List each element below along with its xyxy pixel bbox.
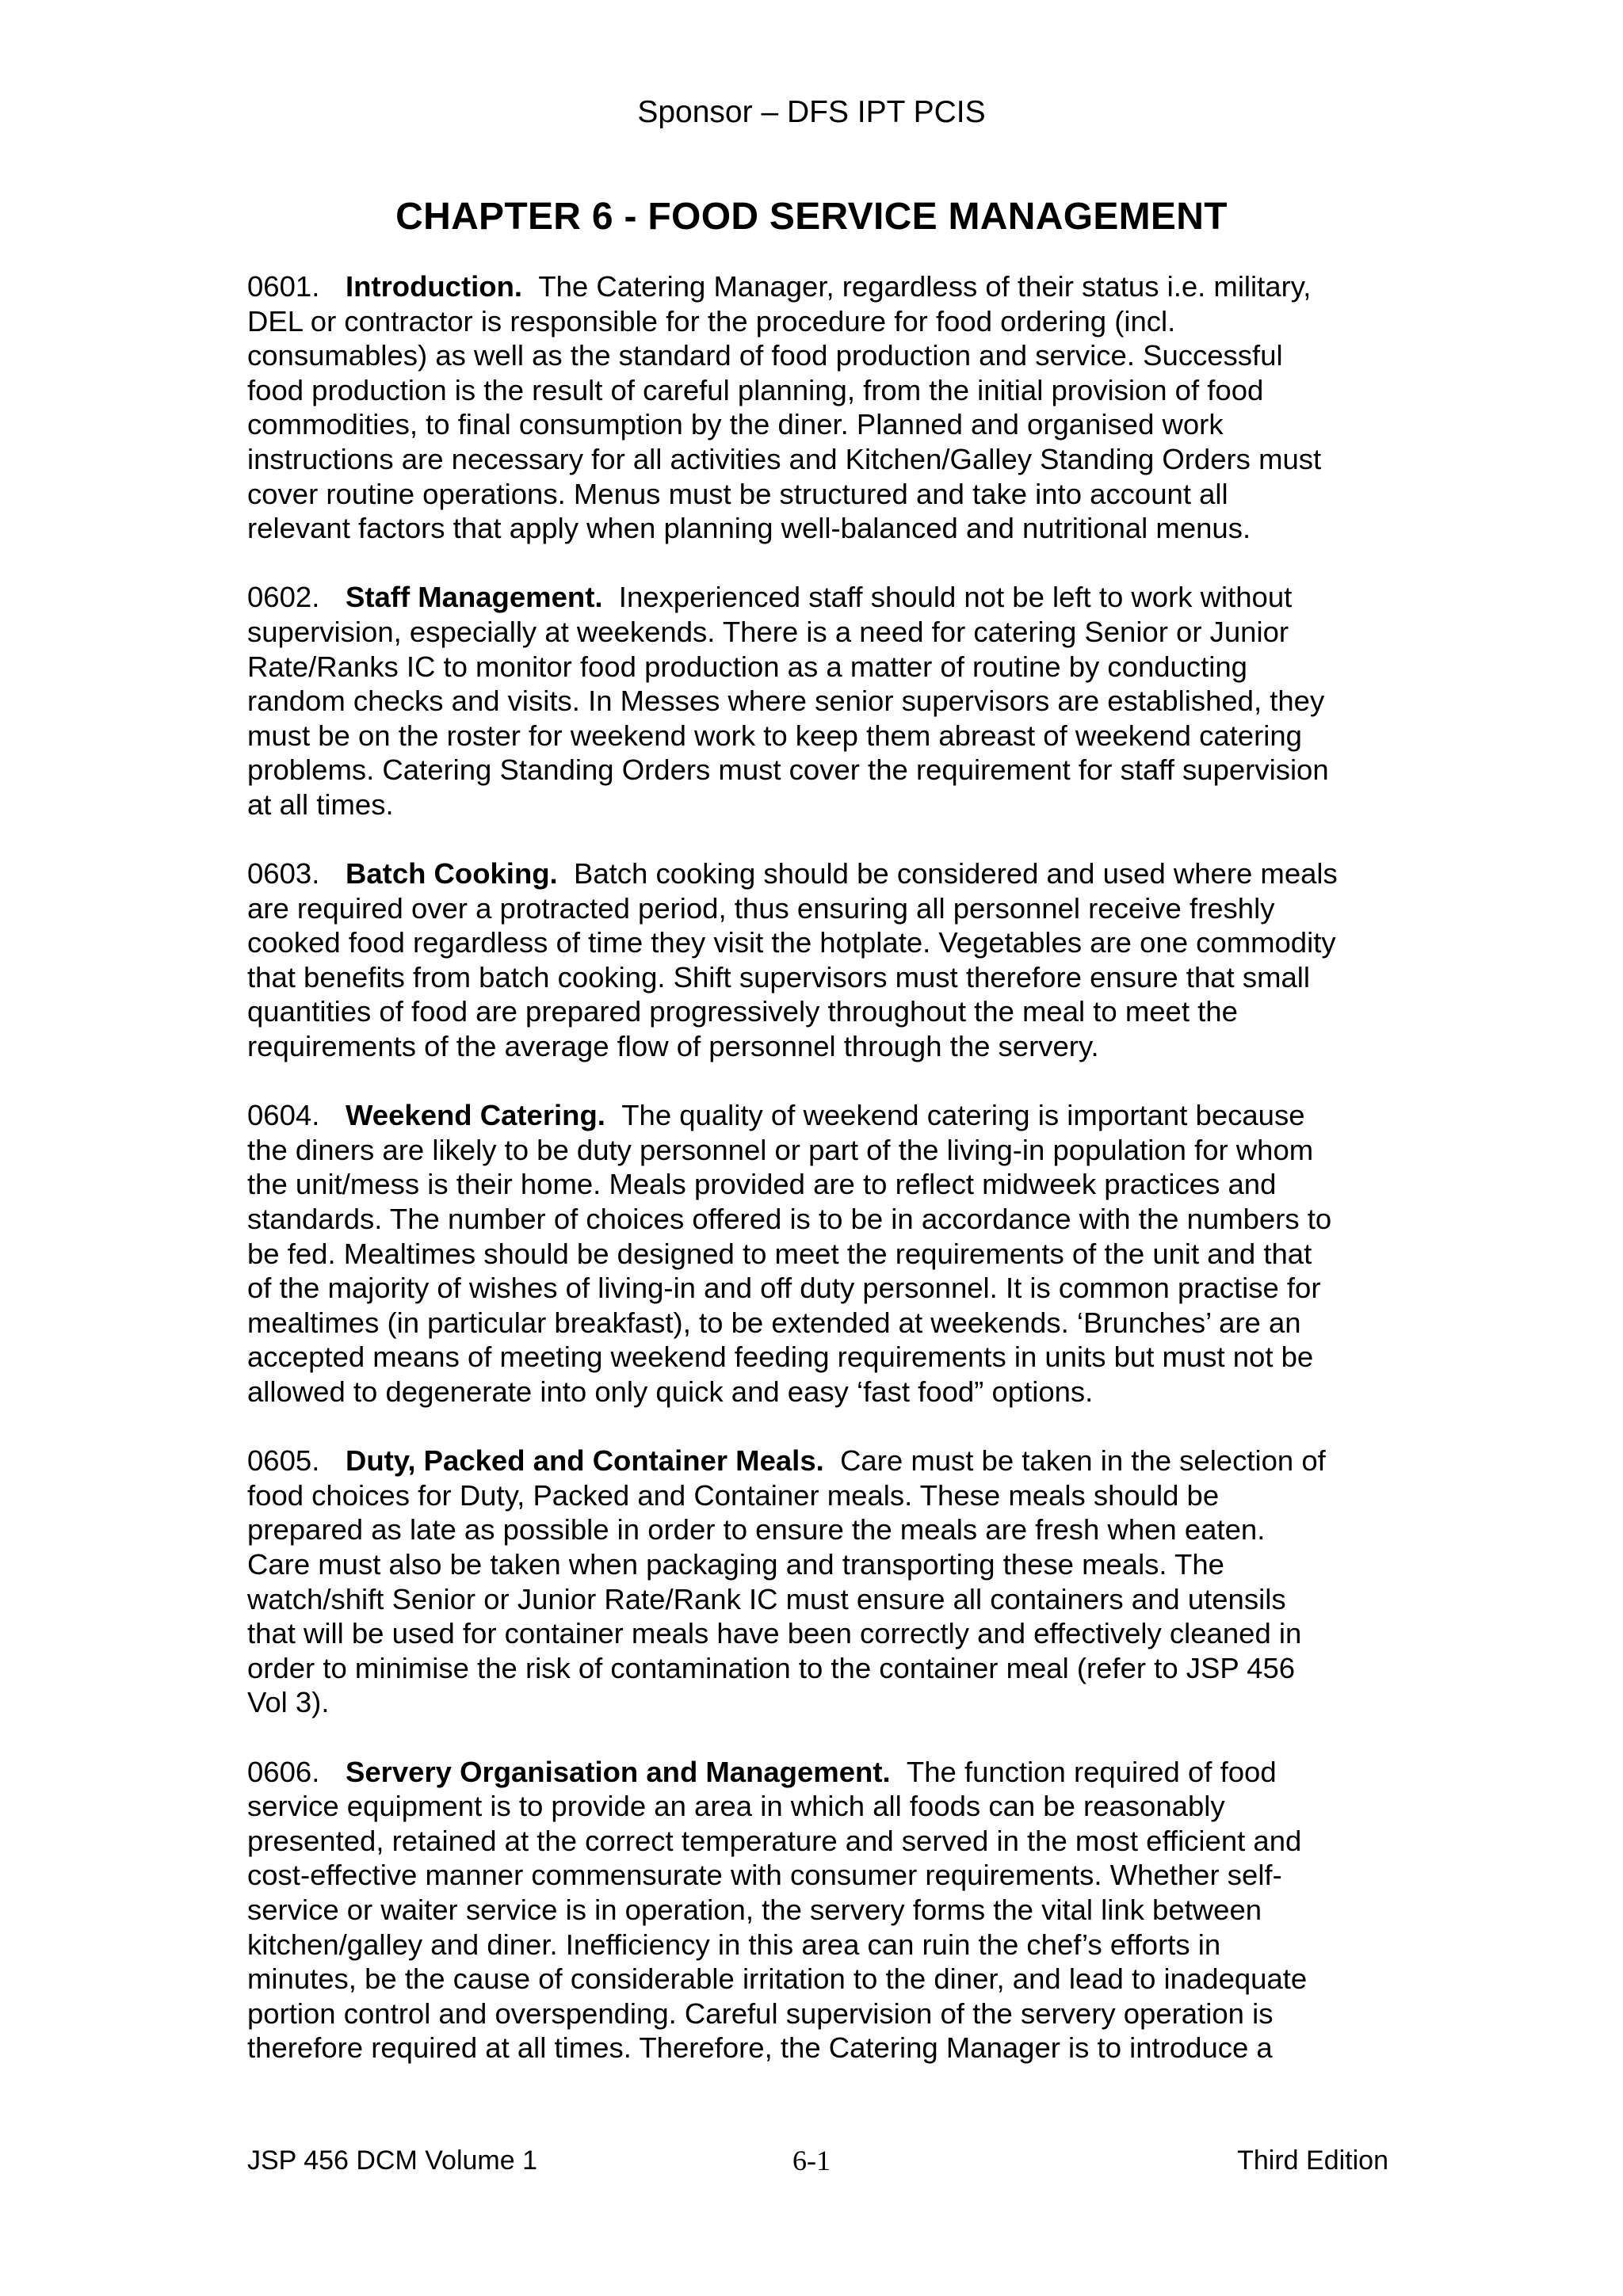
- paragraph-0601: [247, 269, 1388, 546]
- paragraph-text: The quality of weekend catering is important because: [621, 1099, 1305, 1132]
- paragraph-text: requirements of the average flow of personnel through the servery.: [247, 1030, 1099, 1063]
- paragraph-line: [247, 960, 1388, 995]
- paragraph-text: order to minimise the risk of contamination to the container meal (refer to JSP 456: [247, 1651, 1296, 1684]
- paragraph-heading: Weekend Catering.: [346, 1099, 605, 1132]
- paragraph-text: that will be used for container meals have been correctly and effectively cleaned in: [247, 1617, 1302, 1650]
- paragraph-0603: [247, 856, 1388, 1064]
- paragraph-line: [247, 269, 1388, 304]
- paragraph-text: accepted means of meeting weekend feeding requirements in units but must not be: [247, 1341, 1314, 1374]
- sponsor-header: Sponsor – DFS IPT PCIS: [637, 95, 986, 129]
- paragraph-line: [247, 477, 1388, 512]
- paragraph-number: 0606.: [247, 1755, 320, 1788]
- paragraph-text: at all times.: [247, 788, 394, 821]
- paragraph-line: [247, 580, 1388, 615]
- paragraph-text: relevant factors that apply when planning well-balanced and nutritional menus.: [247, 512, 1251, 545]
- paragraph-line: [247, 1755, 1388, 1790]
- chapter-title: CHAPTER 6 - FOOD SERVICE MANAGEMENT: [395, 196, 1228, 238]
- paragraph-heading: Duty, Packed and Container Meals.: [346, 1444, 824, 1478]
- paragraph-text: Care must be taken in the selection of: [840, 1444, 1326, 1478]
- paragraph-line: [247, 753, 1388, 788]
- paragraph-heading: Introduction.: [346, 270, 523, 303]
- paragraph-line: [247, 1997, 1388, 2031]
- paragraph-line: [247, 1029, 1388, 1064]
- paragraph-line: [247, 719, 1388, 753]
- paragraph-text: consumables) as well as the standard of food production and service. Successful: [247, 339, 1283, 372]
- paragraph-line: [247, 1962, 1388, 1997]
- paragraph-line: [247, 650, 1388, 685]
- paragraph-text: kitchen/galley and diner. Inefficiency in this area can ruin the chef’s efforts in: [247, 1928, 1221, 1961]
- paragraph-line: [247, 1167, 1388, 1202]
- paragraph-line: [247, 1582, 1388, 1617]
- paragraph-text: prepared as late as possible in order to ensure the meals are fresh when eaten.: [247, 1513, 1266, 1547]
- paragraph-line: [247, 1651, 1388, 1686]
- document-body: [247, 269, 1388, 2100]
- paragraph-text: The function required of food: [906, 1755, 1277, 1788]
- paragraph-text: The Catering Manager, regardless of their status i.e. military,: [538, 270, 1312, 303]
- paragraph-line: [247, 1824, 1388, 1859]
- paragraph-line: [247, 891, 1388, 926]
- paragraph-text: must be on the roster for weekend work to keep them abreast of weekend catering: [247, 719, 1302, 752]
- paragraph-text: Rate/Ranks IC to monitor food production as a matter of routine by conducting: [247, 650, 1247, 683]
- paragraph-number: 0605.: [247, 1444, 320, 1478]
- paragraph-line: [247, 2031, 1388, 2065]
- paragraph-line: [247, 615, 1388, 650]
- paragraph-number: 0603.: [247, 857, 320, 891]
- paragraph-line: [247, 1547, 1388, 1582]
- paragraph-text: portion control and overspending. Careful supervision of the servery operation is: [247, 1997, 1274, 2030]
- paragraph-text: random checks and visits. In Messes where senior supervisors are established, they: [247, 685, 1325, 718]
- paragraph-text: mealtimes (in particular breakfast), to be extended at weekends. ‘Brunches’ are an: [247, 1306, 1301, 1339]
- paragraph-line: [247, 1444, 1388, 1478]
- paragraph-text: Batch cooking should be considered and used where meals: [573, 857, 1338, 891]
- paragraph-line: [247, 1098, 1388, 1133]
- paragraph-number: 0601.: [247, 270, 320, 303]
- paragraph-line: [247, 407, 1388, 442]
- paragraph-line: [247, 788, 1388, 822]
- paragraph-line: [247, 1375, 1388, 1409]
- paragraph-line: [247, 856, 1388, 891]
- paragraph-line: [247, 1133, 1388, 1168]
- paragraph-text: watch/shift Senior or Junior Rate/Rank IC must ensure all containers and utensils: [247, 1582, 1286, 1615]
- paragraph-text: quantities of food are prepared progressively throughout the meal to meet the: [247, 995, 1238, 1028]
- paragraph-number: 0602.: [247, 581, 320, 614]
- paragraph-text: instructions are necessary for all activities and Kitchen/Galley Standing Orders must: [247, 442, 1322, 475]
- paragraph-line: [247, 684, 1388, 719]
- paragraph-0602: [247, 580, 1388, 822]
- paragraph-line: [247, 1306, 1388, 1341]
- paragraph-line: [247, 1202, 1388, 1237]
- paragraph-line: [247, 373, 1388, 408]
- paragraph-line: [247, 1237, 1388, 1272]
- paragraph-heading: Servery Organisation and Management.: [346, 1755, 891, 1788]
- paragraph-line: [247, 511, 1388, 546]
- paragraph-line: [247, 1340, 1388, 1375]
- paragraph-text: the unit/mess is their home. Meals provided are to reflect midweek practices and: [247, 1168, 1277, 1201]
- paragraph-text: commodities, to final consumption by the diner. Planned and organised work: [247, 408, 1224, 441]
- paragraph-line: [247, 1893, 1388, 1928]
- paragraph-text: cost-effective manner commensurate with consumer requirements. Whether self-: [247, 1859, 1282, 1892]
- paragraph-text: supervision, especially at weekends. There is a need for catering Senior or Junior: [247, 615, 1289, 648]
- paragraph-text: be fed. Mealtimes should be designed to meet the requirements of the unit and that: [247, 1237, 1312, 1270]
- paragraph-text: therefore required at all times. Therefore, the Catering Manager is to introduce a: [247, 2031, 1273, 2065]
- paragraph-number: 0604.: [247, 1099, 320, 1132]
- paragraph-text: food choices for Duty, Packed and Container meals. These meals should be: [247, 1478, 1220, 1512]
- paragraph-heading: Staff Management.: [346, 581, 603, 614]
- paragraph-line: [247, 1616, 1388, 1651]
- paragraph-line: [247, 925, 1388, 960]
- paragraph-text: standards. The number of choices offered is to be in accordance with the numbers to: [247, 1203, 1332, 1236]
- paragraph-text: that benefits from batch cooking. Shift supervisors must therefore ensure that small: [247, 960, 1311, 994]
- paragraph-line: [247, 338, 1388, 373]
- paragraph-0604: [247, 1098, 1388, 1409]
- paragraph-text: DEL or contractor is responsible for the procedure for food ordering (incl.: [247, 304, 1176, 338]
- paragraph-line: [247, 304, 1388, 339]
- paragraph-line: [247, 1478, 1388, 1513]
- paragraph-line: [247, 1928, 1388, 1962]
- paragraph-text: allowed to degenerate into only quick and easy ‘fast food” options.: [247, 1375, 1094, 1408]
- footer-document-id: JSP 456 DCM Volume 1: [247, 2145, 537, 2176]
- paragraph-text: cover routine operations. Menus must be structured and take into account all: [247, 477, 1228, 510]
- paragraph-heading: Batch Cooking.: [346, 857, 558, 891]
- paragraph-text: food production is the result of careful planning, from the initial provision of food: [247, 373, 1264, 406]
- paragraph-0605: [247, 1444, 1388, 1720]
- paragraph-text: problems. Catering Standing Orders must cover the requirement for staff supervision: [247, 753, 1329, 787]
- paragraph-text: minutes, be the cause of considerable irritation to the diner, and lead to inadequate: [247, 1962, 1308, 1996]
- paragraph-0606: [247, 1755, 1388, 2065]
- paragraph-line: [247, 442, 1388, 477]
- paragraph-text: the diners are likely to be duty personnel or part of the living-in population for whom: [247, 1133, 1314, 1166]
- footer-page-number: 6-1: [792, 2145, 831, 2176]
- footer-edition: Third Edition: [1237, 2145, 1388, 2176]
- paragraph-text: are required over a protracted period, thus ensuring all personnel receive freshly: [247, 891, 1275, 925]
- paragraph-line: [247, 1685, 1388, 1720]
- paragraph-text: service equipment is to provide an area in which all foods can be reasonably: [247, 1790, 1225, 1823]
- paragraph-line: [247, 1858, 1388, 1893]
- paragraph-text: presented, retained at the correct temperature and served in the most efficient and: [247, 1824, 1302, 1857]
- paragraph-text: of the majority of wishes of living-in and off duty personnel. It is common practise for: [247, 1272, 1321, 1305]
- paragraph-text: Inexperienced staff should not be left to work without: [618, 581, 1293, 614]
- paragraph-line: [247, 994, 1388, 1029]
- paragraph-line: [247, 1512, 1388, 1547]
- paragraph-text: service or waiter service is in operation, the servery forms the vital link between: [247, 1893, 1262, 1926]
- paragraph-line: [247, 1271, 1388, 1306]
- paragraph-text: Vol 3).: [247, 1686, 330, 1719]
- paragraph-text: Care must also be taken when packaging and transporting these meals. The: [247, 1547, 1224, 1581]
- paragraph-line: [247, 1789, 1388, 1824]
- paragraph-text: cooked food regardless of time they visit the hotplate. Vegetables are one commodity: [247, 926, 1336, 959]
